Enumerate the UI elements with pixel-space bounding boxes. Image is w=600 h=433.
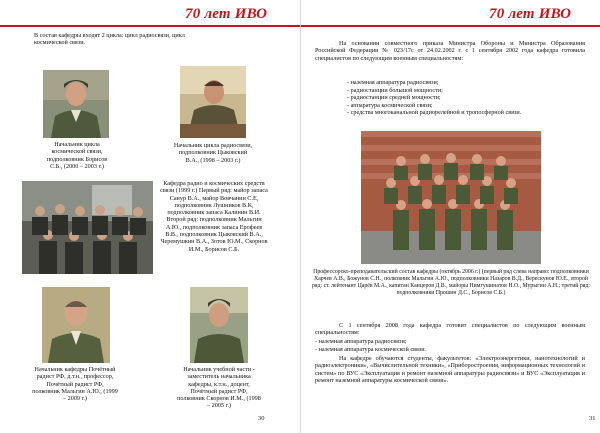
caption-malgin: Начальник кафедры Почётный радист РФ, д.т.н., профессор, Почётный радист РФ, полковник Мальгин А.Ю., (1999 – 2009 г.) [32,366,118,403]
left-page-number: 30 [258,415,265,422]
right-paragraph-2008: С 1 сентября 2008 года кафедра готовит специалистов по следующим военным специальностям: [315,322,585,337]
specialties-list-2002 [347,79,587,117]
right-page [300,0,600,433]
caption-department-1999: Кафедра радио и космических средств связи (1999 г.) Первый ряд: майор запаса Санур В.А., майор Вовчанин С.Е, подполковник Лушников В.К, подполковник запаса Калинин В.И. Второй ряд: подполковник Мальгин А.Ю., подполковник запаса Ерофеев В.В., подполковник Цыковский В.А., Черемушкин В.А., Зотов Ю.М., Скорнов И.М., Борисов С.Б. [160,180,268,253]
list-item: - наземная аппаратура радиосвязи; [315,338,407,345]
right-header-rule [301,25,600,27]
photo-tsykovsky [180,66,246,138]
specialties-list-2008 [315,338,585,353]
right-paragraph-students: На кафедре обучаются студенты, факультетов: «Электроэнергетики, нанотехнологий и радиоэлектроники», «Вычислительной техники», «Приборостроения, информационных технологий и систем» по ВУС «Эксплуатация и ремонт наземной аппаратуры радиосвязи» и ВУС «Эксплуатация и ремонт наземной аппаратуры космической связи». [315,355,585,384]
list-item: - наземная аппаратура радиосвязи; [347,79,439,86]
list-item: - средства многоканальной радиорелейной и тропосферной связи. [347,109,522,117]
caption-skornov: Начальник учебной части - заместитель начальника кафедры, к.т.н., доцент, Почётный радист РФ, полковник Скорнов И.М., (1998 – 2005 г.) [177,366,261,410]
left-header-title: 70 лет ИВО [185,6,268,22]
photo-department-1999 [22,181,153,274]
caption-borisov: Начальник цикла космической связи, подполковник Борисов С.Б., (2000 – 2003 г.) [46,141,108,170]
caption-teaching-staff-2006: Профессорско-преподавательский состав кафедры (октябрь 2006 г.) (первый ряд слева направо: подполковники Харчев А.В., Божунов С.Н., полковник Мальгин А.Ю., подполковники Назаров В.Д., Верескунов Ю.Е., второй ряд: ст. лейтенант Царёв М.А., капитан Канцеров Д.В., майоры Нимгушинатов Н.О., Мурыгин А.Н.; третий ряд: подполковники Прошин Д.С., Борисов С.Б.) [312,269,590,296]
left-header-rule [0,25,300,27]
right-intro-paragraph: На основании совместного приказа Министра Обороны и Министра Образования Российской Федерации № 023/17с от 24.02.2002 г. с 1 сентября 2002 года кафедра готовила специалистов по следующим военным специальностям: [315,40,585,62]
list-item: - радиостанции средней мощности; [347,94,441,102]
right-page-number: 31 [589,415,596,422]
list-item: - радиостанции большой мощности; [347,86,443,94]
list-item: - наземная аппаратура космической связи. [315,345,427,353]
right-header-title: 70 лет ИВО [489,6,572,22]
caption-tsykovsky: Начальник цикла радиосвязи, подполковник Цыковский В.А., (1998 – 2003 г.) [173,142,253,164]
left-intro-text: В состав кафедры входят 2 цикла: цикл радиосвязи, цикл космической связи. [34,32,185,47]
photo-teaching-staff-2006 [361,131,541,264]
list-item: - аппаратура космической связи; [347,101,433,109]
photo-borisov [43,70,109,138]
photo-skornov [190,287,248,363]
photo-malgin [42,287,110,363]
